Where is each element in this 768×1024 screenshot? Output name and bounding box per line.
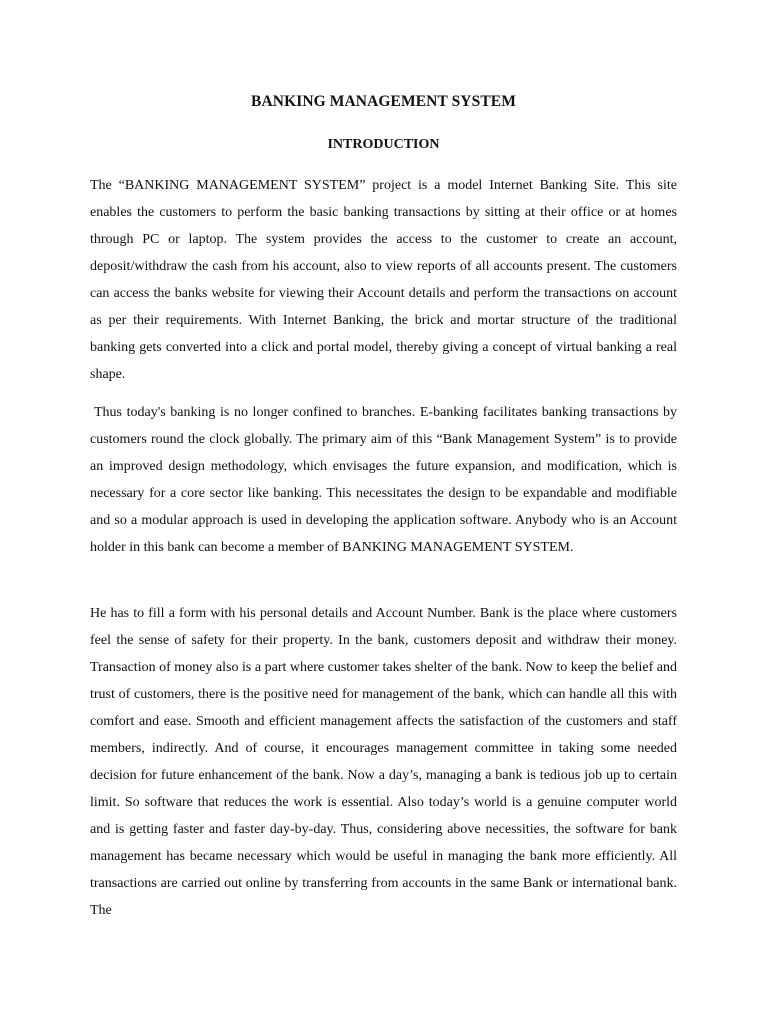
paragraph-2: Thus today's banking is no longer confined to branches. E-banking facilitates banking transactions by customers round the clock globally. The primary aim of this “Bank Management System” is to provide an improved design methodology, which envisages the future expansion, and modification, which is necessary for a core sector like banking. This necessitates the design to be expandable and modifiable and so a modular approach is used in developing the application software. Anybody who is an Account holder in this bank can become a member of BANKING MANAGEMENT SYSTEM.	[90, 405, 677, 555]
document-page	[90, 0, 677, 1024]
paragraph-3: He has to fill a form with his personal details and Account Number. Bank is the place where customers feel the sense of safety for their property. In the bank, customers deposit and withdraw their money. Transaction of money also is a part where customer takes shelter of the bank. Now to keep the belief and trust of customers, there is the positive need for management of the bank, which can handle all this with comfort and ease. Smooth and efficient management affects the satisfaction of the customers and staff members, indirectly. And of course, it encourages management committee in taking some needed decision for future enhancement of the bank. Now a day’s, managing a bank is tedious job up to certain limit. So software that reduces the work is essential. Also today’s world is a genuine computer world and is getting faster and faster day-by-day. Thus, considering above necessities, the software for bank management has became necessary which would be useful in managing the bank more efficiently. All transactions are carried out online by transferring from accounts in the same Bank or international bank. The	[90, 606, 677, 918]
paragraph-1: The “BANKING MANAGEMENT SYSTEM” project is a model Internet Banking Site. This site enables the customers to perform the basic banking transactions by sitting at their office or at homes through PC or laptop. The system provides the access to the customer to create an account, deposit/withdraw the cash from his account, also to view reports of all accounts present. The customers can access the banks website for viewing their Account details and perform the transactions on account as per their requirements. With Internet Banking, the brick and mortar structure of the traditional banking gets converted into a click and portal model, thereby giving a concept of virtual banking a real shape.	[90, 178, 677, 382]
section-heading: INTRODUCTION	[327, 137, 440, 152]
document-title: BANKING MANAGEMENT SYSTEM	[251, 93, 516, 110]
